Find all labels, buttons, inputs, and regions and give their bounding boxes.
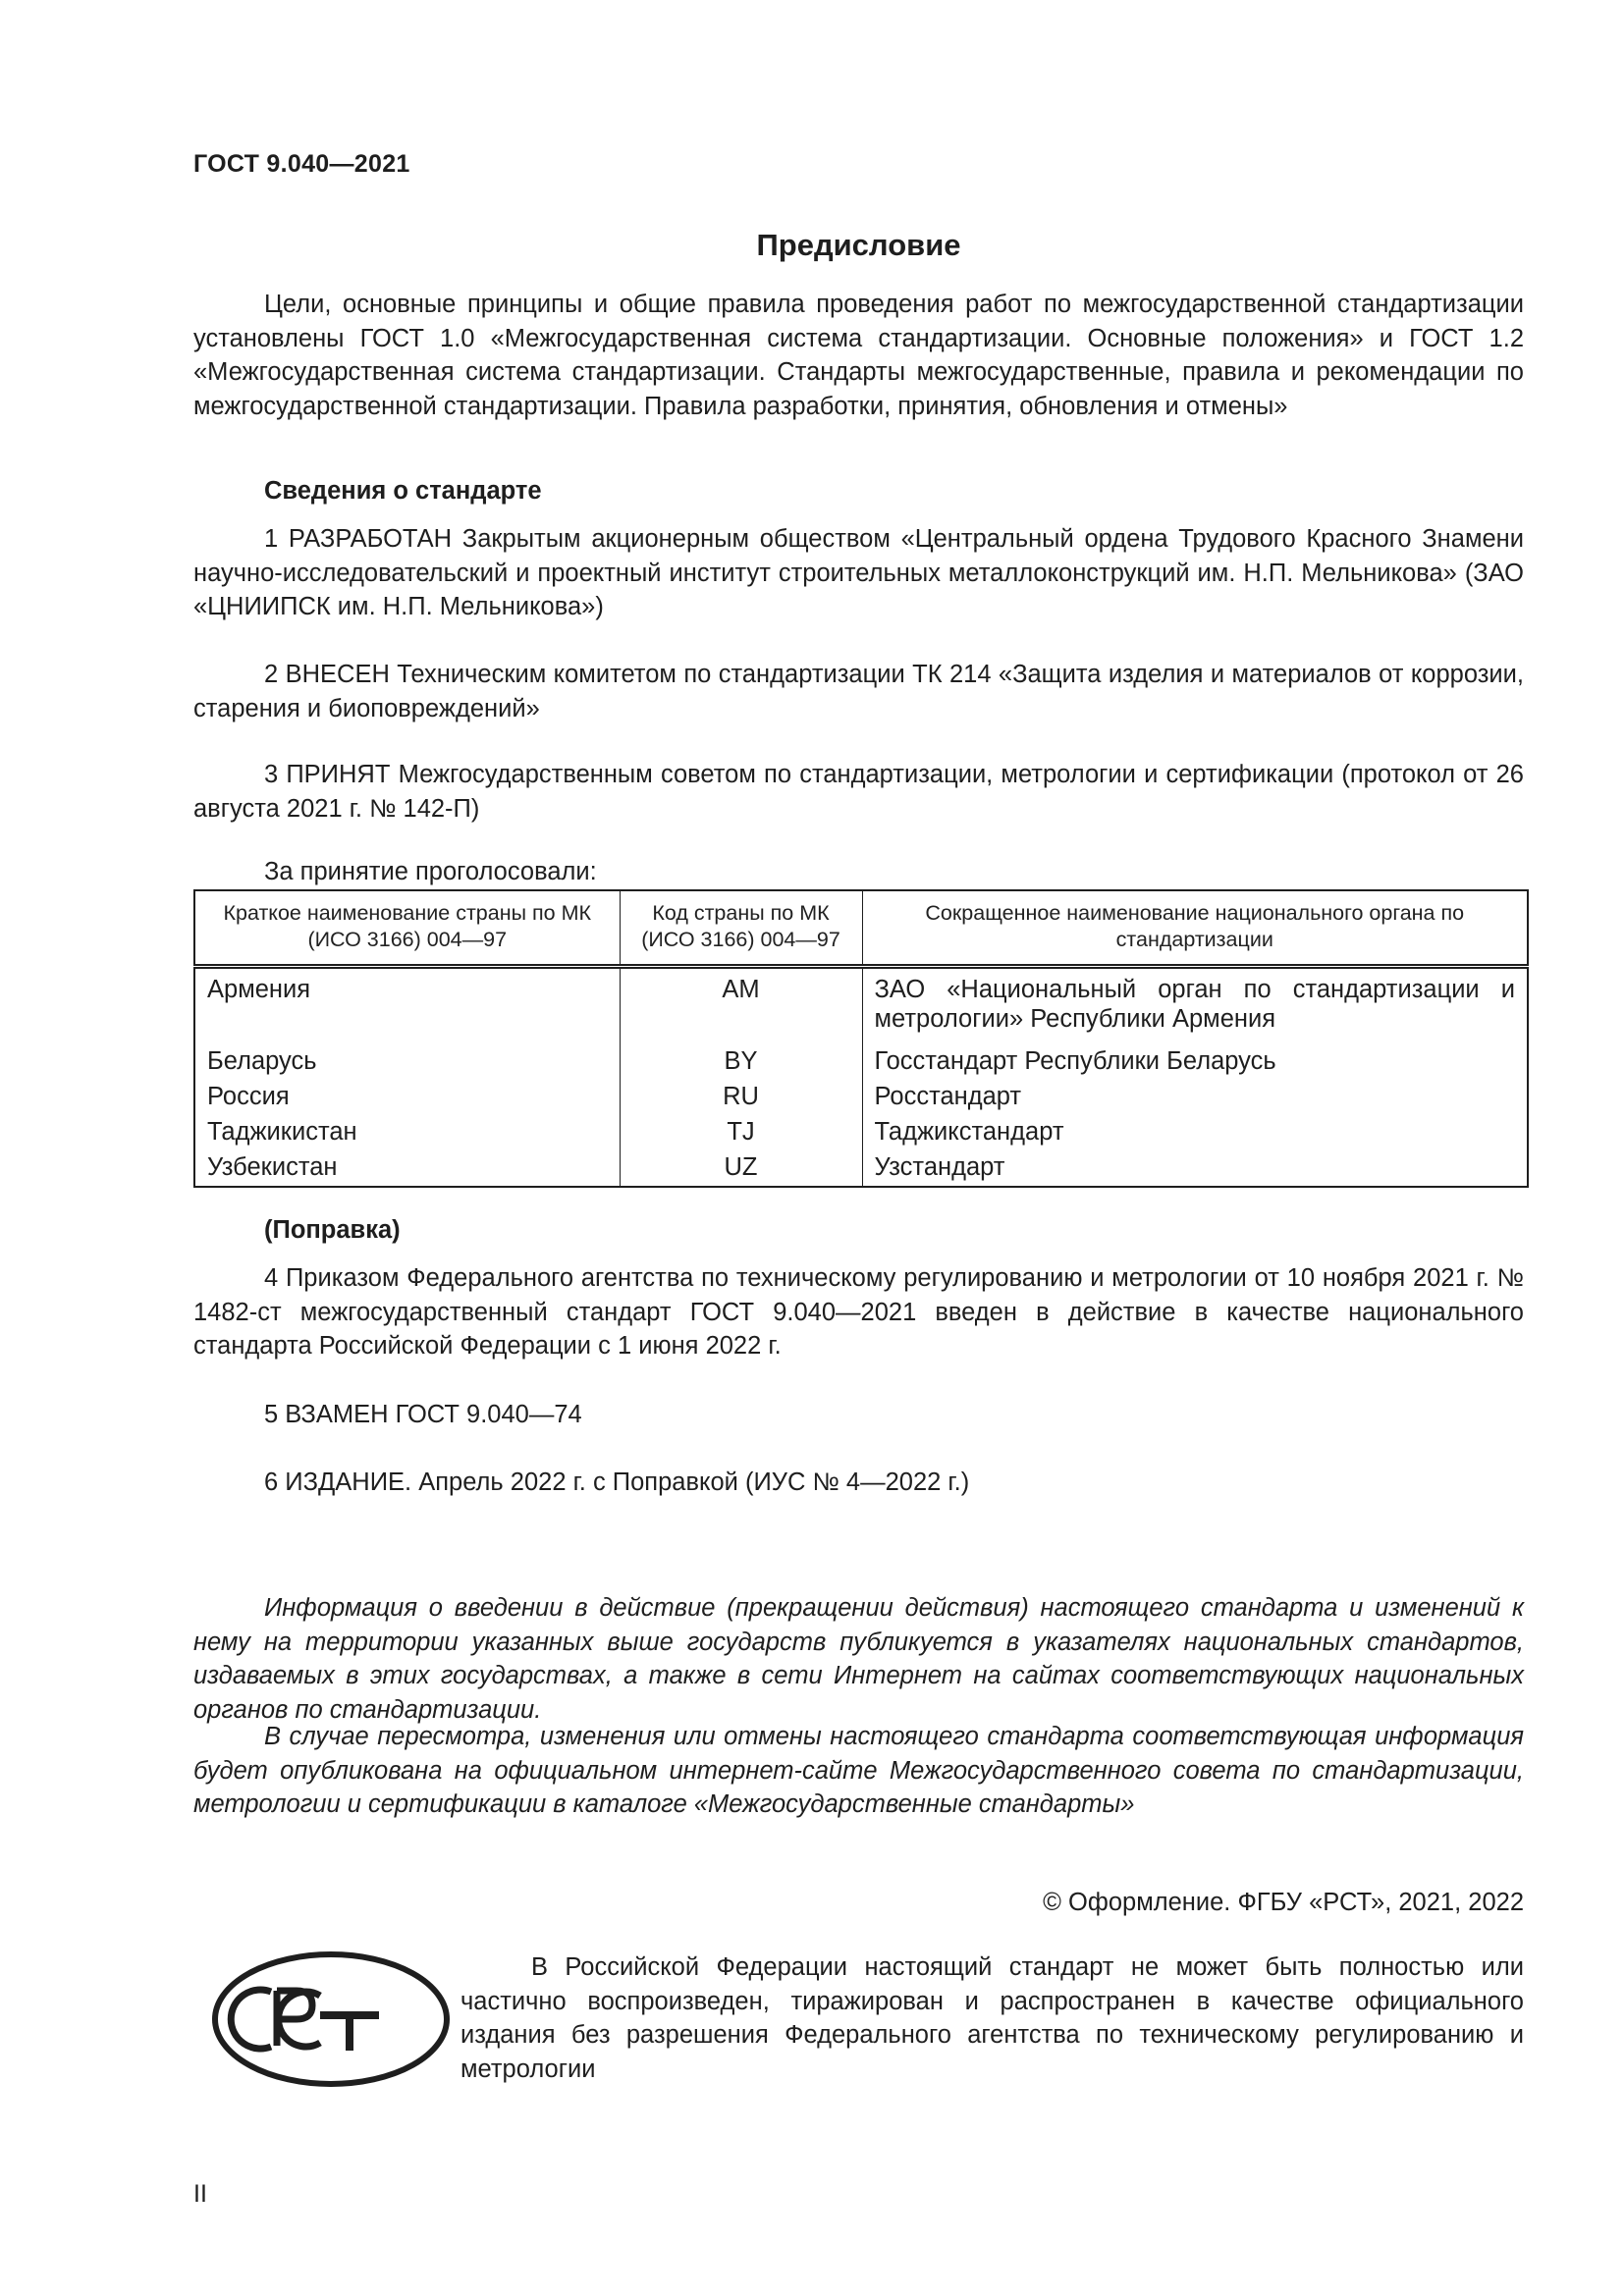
table-row (194, 1037, 1528, 1079)
organ-cell: Узстандарт (862, 1149, 1528, 1187)
table-row (194, 1149, 1528, 1187)
organ-cell: Таджикстандарт (862, 1114, 1528, 1149)
code-cell: UZ (620, 1149, 862, 1187)
country-cell: Беларусь (194, 1037, 620, 1079)
header-country-code: Код страны по МК (ИСО 3166) 004—97 (620, 890, 862, 967)
header-country-name: Краткое наименование страны по МК (ИСО 3166) 004—97 (194, 890, 620, 967)
country-cell: Таджикистан (194, 1114, 620, 1149)
table-row (194, 967, 1528, 1038)
code-cell: TJ (620, 1114, 862, 1149)
table-row (194, 1114, 1528, 1149)
country-cell: Армения (194, 967, 620, 1038)
item-3-adopted: 3 ПРИНЯТ Межгосударственным советом по стандартизации, метрологии и сертификации (протокол от 26 августа 2021 г. № 142-П) (193, 761, 1524, 823)
country-cell: Узбекистан (194, 1149, 620, 1187)
item-6-edition: 6 ИЗДАНИЕ. Апрель 2022 г. с Поправкой (ИУС № 4—2022 г.) (264, 1468, 970, 1496)
organ-cell: Росстандарт (862, 1079, 1528, 1114)
rst-logo (210, 1949, 452, 2090)
copyright-line: © Оформление. ФГБУ «РСТ», 2021, 2022 (1043, 1889, 1524, 1916)
country-cell: Россия (194, 1079, 620, 1114)
item-5-replaces: 5 ВЗАМЕН ГОСТ 9.040—74 (264, 1401, 582, 1428)
table-row (194, 1079, 1528, 1114)
organ-cell: Госстандарт Республики Беларусь (862, 1037, 1528, 1079)
voting-table (193, 889, 1529, 1188)
item-2-introduced: 2 ВНЕСЕН Техническим комитетом по стандартизации ТК 214 «Защита изделия и материалов от коррозии, старения и биоповреждений» (193, 661, 1524, 722)
rights-notice: В Российской Федерации настоящий стандарт не может быть полностью или частично воспроизведен, тиражирован и распространен в качестве официального издания без разрешения Федерального агентства по техническому регулированию и метрологии (460, 1953, 1524, 2083)
notice-revision-paragraph: В случае пересмотра, изменения или отмены настоящего стандарта соответствующая информация будет опубликована на официальном интернет-сайте Межгосударственного совета по стандартизации, метрологии и сертификации в каталоге «Межгосударственные стандарты» (193, 1723, 1524, 1818)
item-4-order: 4 Приказом Федерального агентства по техническому регулированию и метрологии от 10 ноября 2021 г. № 1482-ст межгосударственный стандарт ГОСТ 9.040—2021 введен в действие в качестве национального стандарта Российской Федерации с 1 июня 2022 г. (193, 1264, 1524, 1360)
page-number: II (193, 2180, 207, 2208)
item-1-developed: 1 РАЗРАБОТАН Закрытым акционерным обществом «Центральный ордена Трудового Красного Знамени научно-исследовательский и проектный институт строительных металлоконструкций им. Н.П. Мельникова» (ЗАО «ЦНИИПСК им. Н.П. Мельникова») (193, 525, 1524, 620)
code-cell: RU (620, 1079, 862, 1114)
intro-paragraph: Цели, основные принципы и общие правила проведения работ по межгосударственной стандартизации установлены ГОСТ 1.0 «Межгосударственная система стандартизации. Основные положения» и ГОСТ 1.2 «Межгосударственная система стандартизации. Стандарты межгосударственные, правила и рекомендации по межгосударственной стандартизации. Правила разработки, принятия, обновления и отмены» (193, 291, 1524, 420)
document-code: ГОСТ 9.040—2021 (193, 150, 410, 178)
info-heading: Сведения о стандарте (264, 477, 542, 505)
notice-info-paragraph: Информация о введении в действие (прекращении действия) настоящего стандарта и изменений к нему на территории указанных выше государств публикуется в указателях национальных стандартов, издаваемых в этих государствах, а также в сети Интернет на сайтах соответствующих национальных органов по стандартизации. (193, 1594, 1524, 1724)
page-title: Предисловие (756, 228, 961, 262)
code-cell: AM (620, 967, 862, 1038)
table-header-row (194, 890, 1528, 967)
voted-label: За принятие проголосовали: (264, 858, 597, 885)
header-national-body: Сокращенное наименование национального органа по стандартизации (862, 890, 1528, 967)
code-cell: BY (620, 1037, 862, 1079)
amendment-label: (Поправка) (264, 1216, 401, 1244)
organ-cell: ЗАО «Национальный орган по стандартизации и метрологии» Республики Армения (862, 967, 1528, 1038)
